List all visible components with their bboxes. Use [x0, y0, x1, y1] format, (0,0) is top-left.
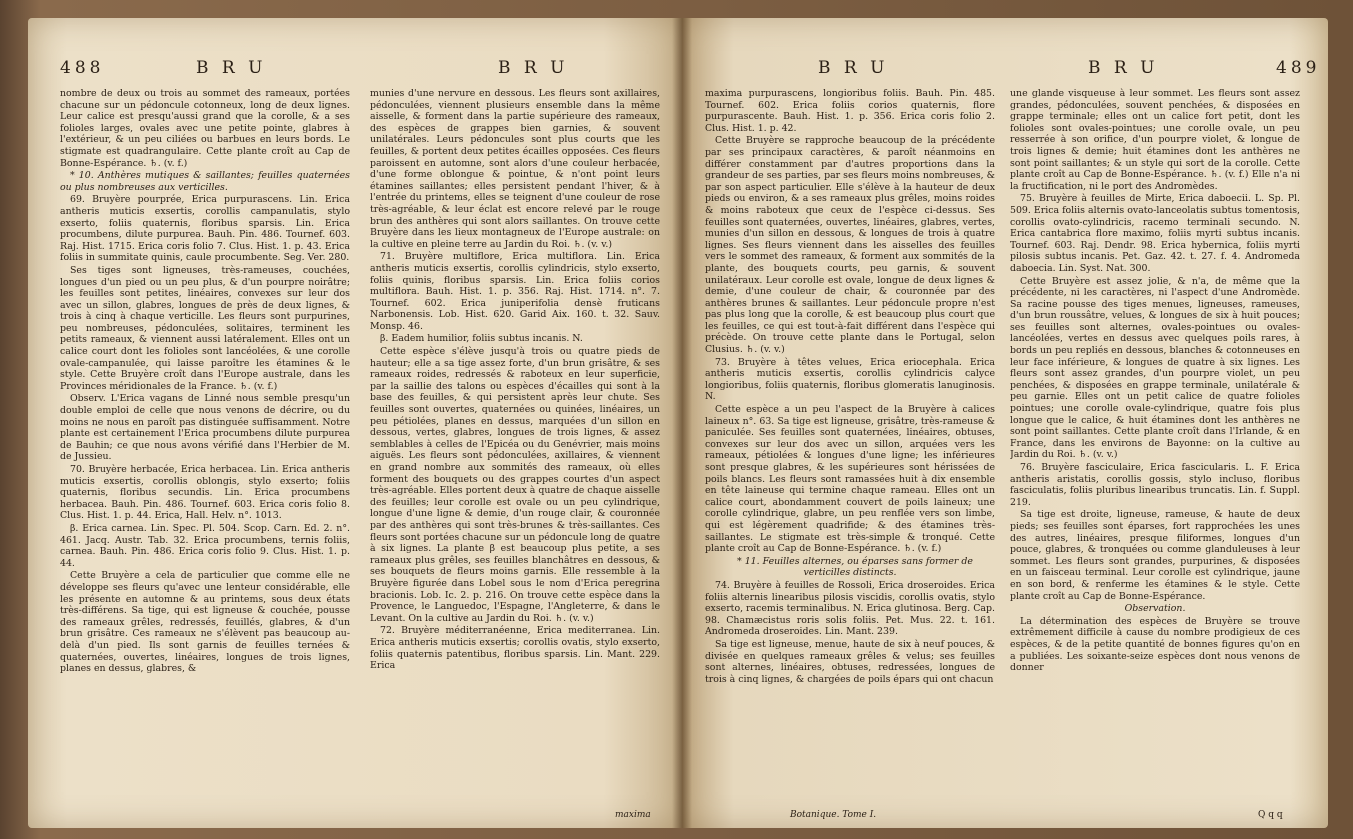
paragraph: Sa tige est ligneuse, menue, haute de six à neuf pouces, & divisée en quelques rameaux grêles & velus; ses feuilles sont alternes, linéaires, obtuses, redressées, longues de trois à cinq lignes, & chargées de poils épars qui ont chacun — [705, 638, 995, 685]
paragraph: nombre de deux ou trois au sommet des rameaux, portées chacune sur un pédoncule cotonneux, long de deux lignes. Leur calice est presqu'aussi grand que la corolle, & a ses folioles larges, ovales avec une petite pointe, glabres à l'extérieur, & un peu ciliées ou barbues en leurs bords. Le stigmate est quadrangulaire. Cette plante croît au Cap de Bonne-Espérance. ♄. (v. f.) — [60, 88, 350, 169]
paragraph: Cette Bruyère a cela de particulier que comme elle ne développe ses fleurs qu'avec une lenteur considérable, elle les présente en automne & au printems, sous deux états très-différens. Sa tige, qui est ligneuse & couchée, pousse des rameaux grêles, redressés, feuillés, glabres, & d'un brun grisâtre. Ces rameaux ne s'élèvent pas beaucoup au-delà d'un pied. Ils sont garnis de feuilles ternées & quaternées, ouvertes, linéaires, longues de trois lignes, planes en dessus, glabres, & — [60, 570, 350, 675]
paragraph: 76. Bruyère fasciculaire, Erica fascicularis. L. F. Erica antheris aristatis, corollis gossis, stylo incluso, floribus fasciculatis, foliis pluribus linearibus truncatis. Lin. f. Suppl. 219. — [1010, 462, 1300, 508]
paragraph: une glande visqueuse à leur sommet. Les fleurs sont assez grandes, pédonculées, souvent penchées, & disposées en grappe terminale; elles ont un calice fort petit, dont les folioles sont ovales-pointues; une corolle ovale, un peu resserrée à son orifice, d'un pourpre violet, & longue de trois lignes & demie; huit étamines dont les anthères ne sont point saillantes; & un style qui sort de la corolle. Cette plante croît au Cap de Bonne-Espérance. ♄. (v. f.) Elle n'a ni la fructification, ni le port des Andromèdes. — [1010, 88, 1300, 192]
paragraph: La détermination des espèces de Bruyère se trouve extrêmement difficile à cause du nombre prodigieux de ces espèces, & de la petite quantité de bonnes figures qu'on en a publiées. Les soixante-seize espèces dont nous venons de donner — [1010, 615, 1300, 674]
paragraph: Ses tiges sont ligneuses, très-rameuses, couchées, longues d'un pied ou un peu plus, & d'un pourpre noirâtre; les feuilles sont petites, linéaires, convexes sur leur dos avec un sillon, glabres, longues de près de deux lignes, & trois à cinq à chaque verticille. Les fleurs sont purpurines, peu nombreuses, pédonculées, solitaires, terminent les petits rameaux, & viennent aussi latéralement. Elles ont un calice court dont les folioles sont lancéolées, & une corolle ovale-campanulée, qui laisse paroître les étamines & le style. Cette Bruyère croît dans l'Europe australe, dans les Provinces méridionales de la France. ♄. (v. f.) — [60, 264, 350, 392]
paragraph: Cette Bruyère est assez jolie, & n'a, de même que la précédente, ni les caractères, ni l'aspect d'une Andromède. Sa racine pousse des tiges menues, ligneuses, rameuses, d'un brun roussâtre, velues, & longues de six à huit pouces; ses feuilles sont alternes, ovales-pointues ou ovales-lancéolées, vertes en dessus avec quelques poils rares, à bords un peu repliés en dessous, blanches & cotonneuses en leur face inférieure, & longues de quatre à six lignes. Les fleurs sont assez grandes, d'un pourpre violet, un peu penchées, & disposées en grappe terminale, unilatérale & peu garnie. Elles ont un petit calice de quatre folioles pointues; une corolle ovale-cylindrique, quatre fois plus longue que le calice, & huit étamines dont les anthères ne sont point saillantes. Cette plante croît dans l'Irlande, & en France, dans les environs de Bayonne: on la cultive au Jardin du Roi. ♄. (v. v.) — [1010, 275, 1300, 461]
left-column-1 — [60, 88, 350, 808]
paragraph: β. Eadem humilior, foliis subtus incanis. N. — [380, 333, 583, 345]
paragraph: 73. Bruyère à têtes velues, Erica eriocephala. Erica antheris muticis exsertis, corollis cylindricis calyce longioribus, foliis quaternis, floribus glomeratis lanuginosis. N. — [705, 356, 995, 403]
paragraph: 71. Bruyère multiflore, Erica multiflora. Lin. Erica antheris muticis exsertis, corollis cylindricis, stylo exserto, foliis quinis, floribus sparsis. Lin. Erica foliis corios multiflora. Bauh. Hist. 1. p. 356. Raj. Hist. 1714. n°. 7. Tournef. 602. Erica juniperifolia densè fruticans Narbonensis. Lob. Hist. 620. Garid Aix. 160. t. 32. Sauv. Monsp. 46. — [370, 251, 660, 332]
catchword: maxima — [615, 810, 651, 820]
paragraph: Sa tige est droite, ligneuse, rameuse, & haute de deux pieds; ses feuilles sont éparses, fort rapprochées les unes des autres, linéaires, presque filiformes, longues d'un pouce, glabres, & tronquées ou comme glanduleuses à leur sommet. Les fleurs sont grandes, purpurines, & disposées en un faisceau terminal. Leur corolle est cylindrique, jaune en son bord, & renferme les étamines & le style. Cette plante croît au Cap de Bonne-Espérance. — [1010, 509, 1300, 602]
paragraph: 72. Bruyère méditerranéenne, Erica mediterranea. Lin. Erica antheris muticis exsertis; corollis ovatis, stylo exserto, foliis quaternis patentibus, floribus sparsis. Lin. Mant. 229. Erica — [370, 625, 660, 672]
paragraph: Observ. L'Erica vagans de Linné nous semble presqu'un double emploi de celle que nous venons de décrire, ou du moins ne nous en paroît pas distinguée suffisamment. Notre plante est certainement l'Erica procumbens dilute purpurea de Bauhin; ce que nous avons vérifié dans l'Herbier de M. de Jussieu. — [60, 393, 350, 463]
left-running-head-1: B R U — [196, 58, 267, 78]
paragraph: 74. Bruyère à feuilles de Rossoli, Erica droseroides. Erica foliis alternis linearibus pilosis viscidis, corollis ovatis, stylo exserto, racemis terminalibus. N. Erica glutinosa. Berg. Cap. 98. Chamæcistus roris solis foliis. Pet. Mus. 22. t. 161. Andromeda droseroides. Lin. Mant. 239. — [705, 579, 995, 638]
paragraph: 69. Bruyère pourprée, Erica purpurascens. Lin. Erica antheris muticis exsertis, corollis campanulatis, stylo exserto, foliis quaternis, floribus sparsis. Lin. Erica procumbens, dilute purpurea. Bauh. Pin. 486. Tournef. 603. Raj. Hist. 1715. Erica coris folio 7. Clus. Hist. 1. p. 43. Erica foliis in summitate quinis, caule procumbente. Seg. Ver. 280. — [60, 194, 350, 264]
paragraph: Cette Bruyère se rapproche beaucoup de la précédente par ses principaux caractères, & paroît néanmoins en différer constamment par d'autres proportions dans la grandeur de ses parties, par ses fleurs moins nombreuses, & par son aspect particulier. Elle s'élève à la hauteur de deux pieds ou environ, & a ses rameaux plus grêles, moins roides & moins raboteux que ceux de l'espèce ci-dessus. Ses feuilles sont quaternées, ouvertes, linéaires, glabres, vertes, munies d'un sillon en dessous, & longues de trois à quatre lignes. Ses fleurs viennent dans les aisselles des feuilles vers le sommet des rameaux, & forment aux sommités de la plante, des bouquets courts, peu garnis, & souvent unilatéraux. Leur corolle est ovale, longue de deux lignes & demie, d'une couleur de chair, & couronnée par des anthères brunes & saillantes. Leur pédoncule propre n'est pas plus long que la corolle, & est beaucoup plus court que les feuilles, ce qui est tout-à-fait différent dans l'espèce qui précède. On trouve cette plante dans le Portugal, selon Clusius. ♄. (v. v.) — [705, 135, 995, 356]
signature-mark: Q q q — [1258, 810, 1283, 820]
paragraph: maxima purpurascens, longioribus foliis. Bauh. Pin. 485. Tournef. 602. Erica foliis corios quaternis, flore purpurascente. Bauh. Hist. 1. p. 356. Erica coris folio 2. Clus. Hist. 1. p. 42. — [705, 88, 995, 134]
section-heading: Observation. — [1124, 603, 1186, 615]
left-running-head-2: B R U — [498, 58, 569, 78]
paragraph: Cette espèce s'élève jusqu'à trois ou quatre pieds de hauteur; elle a sa tige assez forte, d'un brun grisâtre, & ses rameaux roides, redressés & raboteux en leur superficie, par la saillie des talons ou espèces d'écailles qui sont à la base des feuilles, & qui persistent après leur chute. Ses feuilles sont ouvertes, quaternées ou quinées, linéaires, un peu pétiolées, planes en dessus, marquées d'un sillon en dessous, vertes, glabres, longues de trois lignes, & assez semblables à celles de l'Epicéa ou du Genévrier, mais moins aiguës. Les fleurs sont pédonculées, axillaires, & viennent en grand nombre aux sommités des rameaux, où elles forment des bouquets ou des grappes courtes d'un aspect très-agréable. Elles portent deux à quatre de chaque aisselle des feuilles; leur corolle est ovale ou un peu cylindrique, longue d'une ligne & demie, d'un rouge clair, & couronnée par des anthères qui sont très-brunes & très-saillantes. Ces fleurs sont portées chacune sur un pédoncule long de quatre à six lignes. La plante β est beaucoup plus petite, a ses rameaux plus grêles, ses feuilles blanchâtres en dessous, & ses bouquets de fleurs moins garnis. Elle ressemble à la Bruyère figurée dans Lobel sous le nom d'Erica peregrina bracionis. Lob. Ic. 2. p. 216. On trouve cette espèce dans la Provence, le Languedoc, l'Espagne, l'Angleterre, & dans le Levant. On la cultive au Jardin du Roi. ♄. (v. v.) — [370, 346, 660, 624]
paragraph: 75. Bruyère à feuilles de Mirte, Erica daboecii. L. Sp. Pl. 509. Erica foliis alternis ovato-lanceolatis subtus tomentosis, corollis ovato-cylindricis, racemo terminali secundo. N. Erica cantabrica flore maximo, foliis myrti subtus incanis. Tournef. 603. Raj. Dendr. 98. Erica hybernica, foliis myrti pilosis subtus incanis. Pet. Gaz. 42. t. 27. f. 4. Andromeda daboecia. Lin. Syst. Nat. 300. — [1010, 193, 1300, 274]
paragraph: Cette espèce a un peu l'aspect de la Bruyère à calices laineux n°. 63. Sa tige est ligneuse, grisâtre, très-rameuse & paniculée. Ses feuilles sont quaternées, linéaires, obtuses, convexes sur leur dos avec un sillon, arquées vers les rameaux, pétiolées & longues d'une ligne; les inférieures sont presque glabres, & les supérieures sont hérissées de poils blancs. Les fleurs sont ramassées huit à dix ensemble en tête laineuse qui termine chaque rameau. Elles ont un calice court, abondamment couvert de poils laineux; une corolle cylindrique, glabre, un peu renflée vers son limbe, qui est légèrement quadrifide; & des étamines très-saillantes. Le stigmate est très-simple & tronqué. Cette plante croît au Cap de Bonne-Espérance. ♄. (v. f.) — [705, 404, 995, 555]
paragraph: * 10. Anthères mutiques & saillantes; feuilles quaternées ou plus nombreuses aux verticilles. — [60, 170, 350, 193]
right-running-head-2: B R U — [1088, 58, 1159, 78]
paragraph: munies d'une nervure en dessous. Les fleurs sont axillaires, pédonculées, viennent plusieurs ensemble dans la même aisselle, & forment dans la partie supérieure des rameaux, des espèces de grappes bien garnies, & souvent unilatérales. Leurs pédoncules sont plus courts que les feuilles, & portent deux petites écailles opposées. Ces fleurs paroissent en automne, sont alors d'une couleur herbacée, d'une forme oblongue & pointue, & n'ont point leurs étamines saillantes; elles persistent pendant l'hiver, & à l'entrée du printems, elles se teignent d'une couleur de rose très-agréable, & leur éclat est encore relevé par le rouge brun des anthères qui sont alors saillantes. On trouve cette Bruyère dans les lieux montagneux de l'Europe australe: on la cultive en pleine terre au Jardin du Roi. ♄. (v. v.) — [370, 88, 660, 250]
paragraph: * 11. Feuilles alternes, ou éparses sans former de verticilles distincts. — [737, 555, 973, 579]
left-page-number: 488 — [60, 58, 105, 78]
left-column-2 — [370, 88, 660, 808]
right-running-head-1: B R U — [818, 58, 889, 78]
right-column-1 — [705, 88, 995, 808]
paragraph: 70. Bruyère herbacée, Erica herbacea. Lin. Erica antheris muticis exsertis, corollis oblongis, stylo exserto; foliis quaternis, floribus secundis. Lin. Erica procumbens herbacea. Bauh. Pin. 486. Tournef. 603. Erica coris folio 8. Clus. Hist. 1. p. 44. Erica, Hall. Helv. n°. 1013. — [60, 464, 350, 522]
right-column-2 — [1010, 88, 1300, 808]
page-footer: Botanique. Tome I. — [790, 810, 877, 820]
right-page-number: 489 — [1276, 58, 1321, 78]
book-gutter — [672, 18, 692, 828]
paragraph: β. Erica carnea. Lin. Spec. Pl. 504. Scop. Carn. Ed. 2. n°. 461. Jacq. Austr. Tab. 32. Erica procumbens, ternis foliis, carnea. Bauh. Pin. 486. Erica coris folio 9. Clus. Hist. 1. p. 44. — [60, 522, 350, 569]
